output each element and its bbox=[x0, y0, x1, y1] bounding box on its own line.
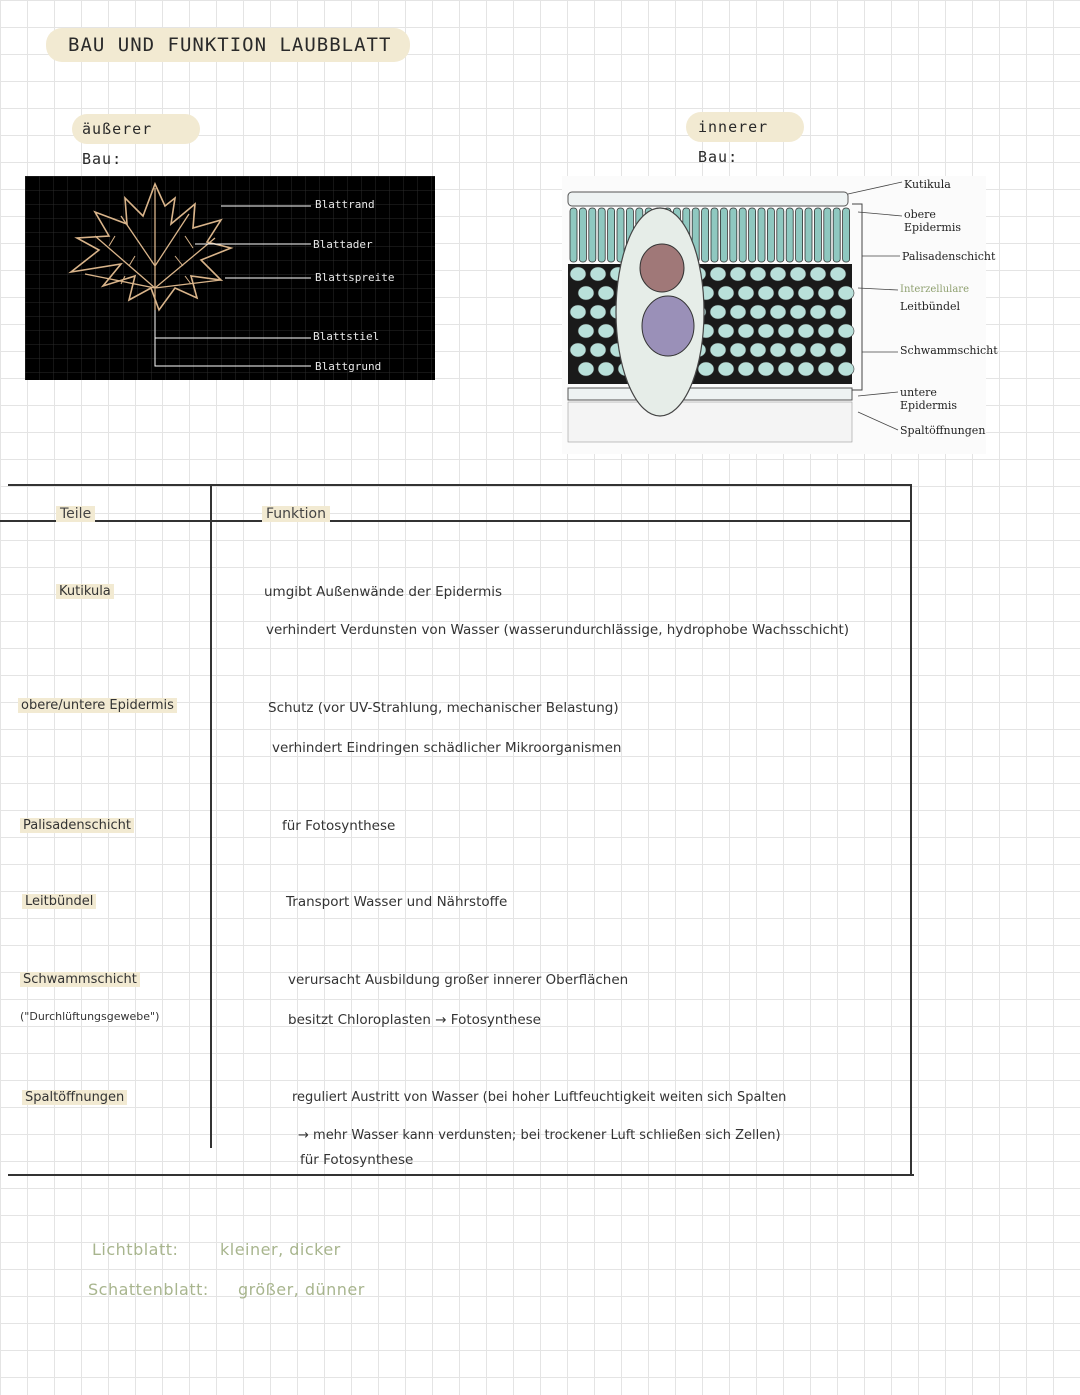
spongy-cell bbox=[770, 267, 786, 281]
palisade-cell bbox=[805, 208, 812, 262]
palisade-cell bbox=[730, 208, 737, 262]
palisade-cell bbox=[796, 208, 803, 262]
inner-structure-heading: innerer Bau: bbox=[686, 112, 804, 142]
palisade-cell bbox=[720, 208, 727, 262]
palisade-cell bbox=[824, 208, 831, 262]
upper-epidermis-cells bbox=[568, 192, 848, 206]
leaf-cross-section-diagram bbox=[562, 176, 998, 454]
spongy-cell bbox=[698, 362, 714, 376]
spongy-cell bbox=[758, 362, 774, 376]
spongy-cell bbox=[738, 286, 754, 300]
spongy-cell bbox=[838, 324, 854, 338]
label-blattgrund: Blattgrund bbox=[315, 360, 382, 373]
function-line: Transport Wasser und Nährstoffe bbox=[286, 894, 508, 910]
spongy-cell bbox=[798, 286, 814, 300]
label-blattrand: Blattrand bbox=[315, 198, 375, 211]
spongy-cell bbox=[790, 305, 806, 319]
spongy-cell bbox=[770, 305, 786, 319]
part-leitbuendel: Leitbündel bbox=[22, 894, 96, 909]
spongy-cell bbox=[810, 267, 826, 281]
label-schwammschicht: Schwammschicht bbox=[900, 344, 998, 357]
label-interzellulare: Interzellulare bbox=[900, 284, 969, 295]
note-schattenblatt-value: größer, dünner bbox=[238, 1280, 365, 1299]
spongy-cell bbox=[798, 362, 814, 376]
label-blattstiel: Blattstiel bbox=[313, 330, 380, 343]
function-line: für Fotosynthese bbox=[282, 818, 396, 834]
palisade-cell bbox=[711, 208, 718, 262]
spongy-cell bbox=[590, 305, 606, 319]
spongy-cell bbox=[838, 362, 854, 376]
spongy-cell bbox=[730, 305, 746, 319]
palisade-cell bbox=[608, 208, 615, 262]
function-line: → mehr Wasser kann verdunsten; bei trockener Luft schließen sich Zellen) bbox=[298, 1128, 781, 1143]
spongy-cell bbox=[798, 324, 814, 338]
spongy-cell bbox=[570, 343, 586, 357]
label-spaltoeffnungen: Spaltöffnungen bbox=[900, 424, 986, 437]
column-header-function: Funktion bbox=[262, 506, 330, 522]
note-lichtblatt-value: kleiner, dicker bbox=[220, 1240, 341, 1259]
xylem bbox=[640, 244, 684, 292]
spongy-cell bbox=[830, 343, 846, 357]
spongy-cell bbox=[730, 267, 746, 281]
palisade-cell bbox=[579, 208, 586, 262]
spongy-cell bbox=[758, 286, 774, 300]
spongy-cell bbox=[750, 343, 766, 357]
spongy-cell bbox=[710, 305, 726, 319]
spongy-cell bbox=[738, 324, 754, 338]
spongy-cell bbox=[578, 286, 594, 300]
spongy-cell bbox=[570, 267, 586, 281]
spongy-cell bbox=[718, 286, 734, 300]
spongy-cell bbox=[578, 362, 594, 376]
spongy-cell bbox=[590, 343, 606, 357]
column-header-parts: Teile bbox=[56, 506, 95, 522]
spongy-cell bbox=[830, 305, 846, 319]
label-pointers bbox=[848, 182, 902, 430]
palisade-cell bbox=[598, 208, 605, 262]
table-right-border bbox=[910, 484, 912, 1176]
spongy-cell bbox=[818, 286, 834, 300]
spongy-cell bbox=[718, 324, 734, 338]
spongy-cell bbox=[810, 343, 826, 357]
leaf-outer-diagram bbox=[25, 176, 435, 380]
label-blattspreite: Blattspreite bbox=[315, 271, 395, 284]
palisade-cell bbox=[749, 208, 756, 262]
part-spaltoeffnungen: Spaltöffnungen bbox=[22, 1090, 127, 1105]
function-line: Schutz (vor UV-Strahlung, mechanischer Belastung) bbox=[268, 700, 619, 716]
function-line: reguliert Austritt von Wasser (bei hoher Luftfeuchtigkeit weiten sich Spalten bbox=[292, 1090, 787, 1105]
spongy-cell bbox=[570, 305, 586, 319]
spongy-cell bbox=[710, 343, 726, 357]
label-palisadenschicht: Palisadenschicht bbox=[902, 250, 996, 263]
label-kutikula: Kutikula bbox=[904, 178, 951, 191]
function-line: verhindert Verdunsten von Wasser (wasserundurchlässige, hydrophobe Wachsschicht) bbox=[266, 622, 850, 638]
spongy-cell bbox=[710, 267, 726, 281]
spongy-cell bbox=[730, 343, 746, 357]
palisade-cell bbox=[777, 208, 784, 262]
label-untere-epidermis: untere Epidermis bbox=[900, 386, 957, 412]
spongy-cell bbox=[718, 362, 734, 376]
palisade-cell bbox=[589, 208, 596, 262]
table-header-border bbox=[0, 520, 912, 522]
palisade-cell bbox=[767, 208, 774, 262]
part-schwammschicht-note: ("Durchlüftungsgewebe") bbox=[20, 1010, 160, 1023]
function-line: verhindert Eindringen schädlicher Mikroorganismen bbox=[272, 740, 622, 756]
label-obere-epidermis: obere Epidermis bbox=[904, 208, 961, 234]
palisade-cell bbox=[786, 208, 793, 262]
part-schwammschicht: Schwammschicht bbox=[20, 972, 140, 987]
spongy-cell bbox=[738, 362, 754, 376]
palisade-cell bbox=[702, 208, 709, 262]
spongy-cell bbox=[578, 324, 594, 338]
function-line: besitzt Chloroplasten → Fotosynthese bbox=[288, 1012, 541, 1028]
spongy-cell bbox=[598, 286, 614, 300]
spongy-cell bbox=[818, 362, 834, 376]
table-column-divider bbox=[210, 484, 212, 1148]
spongy-cell bbox=[790, 267, 806, 281]
function-line: für Fotosynthese bbox=[300, 1152, 414, 1168]
spongy-cell bbox=[790, 343, 806, 357]
palisade-cell bbox=[814, 208, 821, 262]
function-line: umgibt Außenwände der Epidermis bbox=[264, 584, 503, 600]
palisade-cell bbox=[843, 208, 850, 262]
note-schattenblatt-label: Schattenblatt: bbox=[88, 1280, 209, 1299]
function-line: verursacht Ausbildung großer innerer Oberflächen bbox=[288, 972, 629, 988]
table-top-border bbox=[8, 484, 912, 486]
palisade-cell bbox=[570, 208, 577, 262]
part-palisadenschicht: Palisadenschicht bbox=[20, 818, 134, 833]
spongy-cell bbox=[750, 305, 766, 319]
spongy-cell bbox=[758, 324, 774, 338]
part-kutikula: Kutikula bbox=[56, 584, 114, 599]
label-leitbuendel: Leitbündel bbox=[900, 300, 961, 313]
page-title: BAU UND FUNKTION LAUBBLATT bbox=[46, 28, 410, 62]
lower-epidermis bbox=[568, 388, 852, 400]
label-blattader: Blattader bbox=[313, 238, 373, 251]
part-epidermis: obere/untere Epidermis bbox=[18, 698, 177, 713]
spongy-cell bbox=[750, 267, 766, 281]
outer-structure-heading: äußerer Bau: bbox=[72, 114, 200, 144]
phloem bbox=[642, 296, 694, 356]
spongy-cell bbox=[778, 362, 794, 376]
spongy-cell bbox=[778, 286, 794, 300]
palisade-cell bbox=[739, 208, 746, 262]
spongy-cell bbox=[778, 324, 794, 338]
palisade-cell bbox=[758, 208, 765, 262]
spongy-cell bbox=[838, 286, 854, 300]
table-bottom-border bbox=[8, 1174, 914, 1176]
spongy-cell bbox=[810, 305, 826, 319]
layer-bracket bbox=[852, 204, 862, 390]
spongy-cell bbox=[598, 362, 614, 376]
spongy-cell bbox=[818, 324, 834, 338]
lower-tissue bbox=[568, 402, 852, 442]
spongy-cell bbox=[590, 267, 606, 281]
note-lichtblatt-label: Lichtblatt: bbox=[92, 1240, 179, 1259]
palisade-cell bbox=[833, 208, 840, 262]
spongy-cell bbox=[770, 343, 786, 357]
parts-function-table bbox=[8, 484, 912, 1176]
spongy-cell bbox=[598, 324, 614, 338]
spongy-cell bbox=[830, 267, 846, 281]
palisade-cells bbox=[570, 208, 850, 262]
